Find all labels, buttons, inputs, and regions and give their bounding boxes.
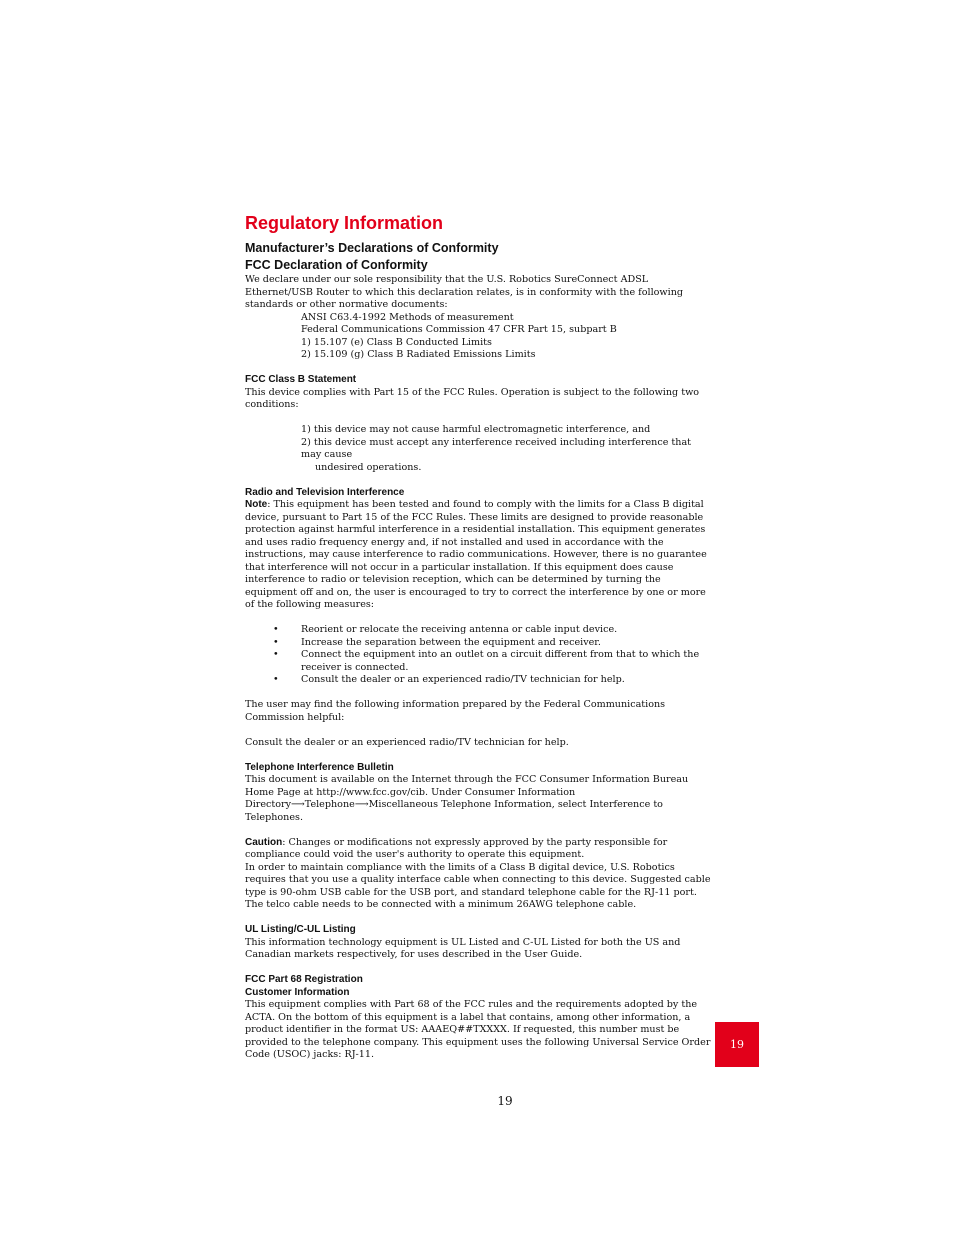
user-info-text: The user may find the following information prepared by the Federal Communications Commission helpful: xyxy=(245,699,666,723)
measure-text: Connect the equipment into an outlet on a circuit different from that to which the receiver is connected. xyxy=(301,649,700,673)
consult-text: Consult the dealer or an experienced radio/TV technician for help. xyxy=(245,736,569,748)
ul-text: This information technology equipment is UL Listed and C-UL Listed for both the US and Canadian markets respectively, for uses described in the User Guide. xyxy=(245,936,681,960)
bullet-icon: • xyxy=(273,649,279,660)
standard-item: Federal Communications Commission 47 CFR Part 15, subpart B xyxy=(301,324,617,335)
class-b-text: This device complies with Part 15 of the FCC Rules. Operation is subject to the following two conditions: xyxy=(245,386,700,410)
condition-item: 2) this device must accept any interference received including interference that may cause xyxy=(301,436,692,460)
note-text: : This equipment has been tested and found to comply with the limits for a Class B digital device, pursuant to Part 15 of the FCC Rules. These limits are designed to provide reasonable protection against harmful interference in a residential installation. This equipment generates and uses radio frequency energy and, if not installed and used in accordance with the instructions, may cause interference to radio communications. However, there is no guarantee that interference will not occur in a particular installation. If this equipment does cause interference to radio or television reception, which can be determined by turning the equipment off and on, the user is encouraged to try to correct the interference by one or more of the following measures: xyxy=(245,499,707,610)
ul-heading: UL Listing/C-UL Listing xyxy=(245,924,356,935)
manufacturer-declarations-heading: Manufacturer’s Declarations of Conformity xyxy=(245,241,499,255)
list-item xyxy=(245,637,711,650)
radio-tv-note xyxy=(245,499,711,612)
caution-label: Caution xyxy=(245,836,283,848)
list-item xyxy=(245,649,711,674)
measure-text: Reorient or relocate the receiving antenna or cable input device. xyxy=(301,624,618,635)
measure-text: Increase the separation between the equipment and receiver. xyxy=(301,636,601,648)
list-item xyxy=(245,674,711,687)
bullet-icon: • xyxy=(273,636,279,648)
telephone-text: This document is available on the Internet through the FCC Consumer Information Bureau Home Page at http://www.fcc.gov/cib. Under Consumer Information Directory⟶Telephone⟶Miscellaneous Telephone Information, select Interference to Telephones. xyxy=(245,774,689,823)
customer-info-heading: Customer Information xyxy=(245,986,350,998)
caution-body: : Changes or modifications not expressly approved by the party responsible for compliance could void the user's authority to operate this equipment. xyxy=(245,836,668,860)
compliance-text: In order to maintain compliance with the limits of a Class B digital device, U.S. Robotics requires that you use a quality interface cable when connecting to this device. Suggested cable type is 90-ohm USB cable for the USB port, and standard telephone cable for the RJ-11 port. The telco cable needs to be connected with a minimum 26AWG telephone cable. xyxy=(245,861,711,910)
measure-text: Consult the dealer or an experienced radio/TV technician for help. xyxy=(301,674,625,685)
measures-list xyxy=(245,624,711,687)
fcc-declaration-heading: FCC Declaration of Conformity xyxy=(245,258,428,272)
condition-item: undesired operations. xyxy=(315,461,422,473)
bullet-icon: • xyxy=(273,674,279,685)
declaration-intro: We declare under our sole responsibility that the U.S. Robotics SureConnect ADSL Ethernet/USB Router to which this declaration relates, is in conformity with the following standards or other normative documents: xyxy=(245,274,684,310)
telephone-heading: Telephone Interference Bulletin xyxy=(245,761,394,773)
part68-heading: FCC Part 68 Registration xyxy=(245,974,363,985)
caution-text xyxy=(245,837,711,862)
bullet-icon: • xyxy=(273,624,279,635)
class-b-heading: FCC Class B Statement xyxy=(245,374,357,385)
radio-tv-heading: Radio and Television Interference xyxy=(245,486,405,498)
page-tab: 19 xyxy=(715,1022,759,1067)
page-number: 19 xyxy=(497,1094,513,1108)
standard-item: 1) 15.107 (e) Class B Conducted Limits xyxy=(301,336,492,348)
page-content xyxy=(245,210,711,1062)
note-label: Note xyxy=(245,499,268,510)
part68-text: This equipment complies with Part 68 of the FCC rules and the requirements adopted by the ACTA. On the bottom of this equipment is a label that contains, among other information, a product identifier in the format US: AAAEQ##TXXXX. If requested, this number must be provided to the telephone company. This equipment uses the following Universal Service Order Code (USOC) jacks: RJ-11. xyxy=(245,999,711,1060)
page-title: Regulatory Information xyxy=(245,213,444,233)
list-item xyxy=(245,624,711,637)
standard-item: ANSI C63.4-1992 Methods of measurement xyxy=(301,311,514,323)
standard-item: 2) 15.109 (g) Class B Radiated Emissions Limits xyxy=(301,349,536,360)
condition-item: 1) this device may not cause harmful electromagnetic interference, and xyxy=(301,424,651,435)
